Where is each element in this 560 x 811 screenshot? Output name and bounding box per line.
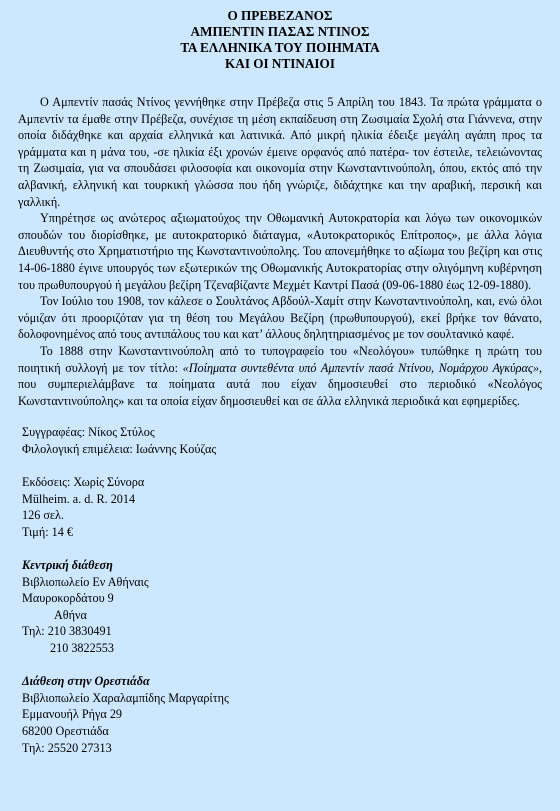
central-store-name: Βιβλιοπωλείο Εν Αθήναις <box>22 574 149 589</box>
poetry-collection-title: «Ποίηματα συντεθέντα υπό Αμπεντίν πασά Ντίνου, Νομάρχου Αγκύρας» <box>182 360 539 375</box>
orestiada-distribution-heading: Διάθεση στην Ορεστιάδα <box>22 674 150 689</box>
publisher-line: Εκδόσεις: Χωρίς Σύνορα <box>22 475 145 490</box>
central-store-phone-1: Τηλ: 210 3830491 <box>22 624 112 639</box>
central-store-city: Αθήνα <box>54 607 87 622</box>
price-line: Τιμή: 14 € <box>22 524 73 539</box>
orestiada-store-name: Βιβλιοπωλείο Χαραλαμπίδης Μαργαρίτης <box>22 690 229 705</box>
title-block <box>18 8 542 72</box>
editor-credit: Φιλολογική επιμέλεια: Ιωάννης Κούζας <box>22 441 217 456</box>
title-line-2: ΑΜΠΕΝΤΙΝ ΠΑΣΑΣ ΝΤΙΝΟΣ <box>190 24 370 39</box>
central-store-street: Μαυροκορδάτου 9 <box>22 591 114 606</box>
page-count-line: 126 σελ. <box>22 508 64 523</box>
central-distribution-heading: Κεντρική διάθεση <box>22 558 113 573</box>
author-credit: Συγγραφέας: Νίκος Στύλος <box>22 425 155 440</box>
title-line-3: ΤΑ ΕΛΛΗΝΙΚΑ ΤΟΥ ΠΟΙΗΜΑΤΑ <box>180 40 380 55</box>
title-line-4: ΚΑΙ ΟΙ ΝΤΙΝΑΙΟΙ <box>225 56 335 71</box>
biography-text <box>18 94 542 409</box>
title-line-1: Ο ΠΡΕΒΕΖΑΝΟΣ <box>227 8 333 23</box>
place-year-line: Mülheim. a. d. R. 2014 <box>22 491 136 506</box>
book-info <box>18 424 542 756</box>
central-store-phone-2: 210 3822553 <box>50 641 114 655</box>
poetry-intro-text: Το 1888 στην Κωνσταντινούπολη από το τυπογραφείο του «Νεολόγου» τυπώθηκε η πρώτη του ποιητική συλλογή με τον τίτλο: <box>18 343 542 375</box>
orestiada-store-street: Εμμανουήλ Ρήγα 29 <box>22 707 123 722</box>
poetry-outro-text: , που συμπεριελάμβανε τα ποίηματα αυτά που είχαν δημοσιευθεί στο περιοδικό «Νεολόγος Κωνσταντινούπολης» και τα οποία είχαν δημοσιευθεί και σε άλλα ελληνικά περιοδικά και εφημερίδες. <box>18 360 542 408</box>
paragraph-career: Υπηρέτησε ως ανώτερος αξιωματούχος την Οθωμανική Αυτοκρατορία και λόγω των οικονομικών σπουδών του διορίσθηκε, με αυτοκρατορικό διάταγμα, «Αυτοκρατορικός Επίτροπος», με άλλα λόγια Διευθυντής στο Χρηματιστήριο της Κωνσταντινούπολης. Του απονεμήθηκε το αξίωμα του βεζίρη και στις 14-06-1880 έγινε υπουργός των εξωτερικών της Οθωμανικής Αυτοκρατορίας στην ολιγόμηνη κυβέρνηση του πρωθυπουργού ή μεγάλου βεζίρη Τζεναβίζαντε Μεχμέτ Καντρί Πασά (09-06-1880 έως 12-09-1880). <box>18 211 542 292</box>
orestiada-store-phone: Τηλ: 25520 27313 <box>22 740 112 755</box>
paragraph-poetry-collection <box>18 343 542 409</box>
paragraph-birth-education: Ο Αμπεντίν πασάς Ντίνος γεννήθηκε στην Πρέβεζα στις 5 Απρίλη του 1843. Τα πρώτα γράμματα ο Αμπεντίν τα έμαθε στην Πρέβεζα, συνέχισε τη μέση εκπαίδευση στη Ζωσιμαία Σχολή στα Γιάννενα, στην οποία διδάχθηκε και αρχαία ελληνικά και λατινικά. Από μικρή ηλικία έδειξε μεγάλη αγάπη προς τα γράμματα και η μάνα του, -σε ηλικία έξι χρονών έμεινε ορφανός από πατέρα- τον έστειλε, τελειώνοντας τη Ζωσιμαία, για να σπουδάσει φιλοσοφία και οικονομία στην Κωνσταντινούπολη, όπου, εκτός από την αλβανική, ελληνική και τουρκική γλώσσα που ήδη γνώριζε, διδάχτηκε και την αραβική, περσική και γαλλική. <box>18 95 542 209</box>
paragraph-death: Τον Ιούλιο του 1908, τον κάλεσε ο Σουλτάνος Αβδούλ-Χαμίτ στην Κωνσταντινούπολη, και, ενώ όλοι νόμιζαν ότι προοριζόταν για τη θέση του Μεγάλου Βεζίρη (πρωθυπουργού), εκεί βρήκε τον θάνατο, δολοφονημένος από τους αντιπάλους του και κατ’ άλλους δηλητηριασμένος με τον σουλτανικό καφέ. <box>18 294 542 342</box>
orestiada-store-city: 68200 Ορεστιάδα <box>22 723 109 738</box>
